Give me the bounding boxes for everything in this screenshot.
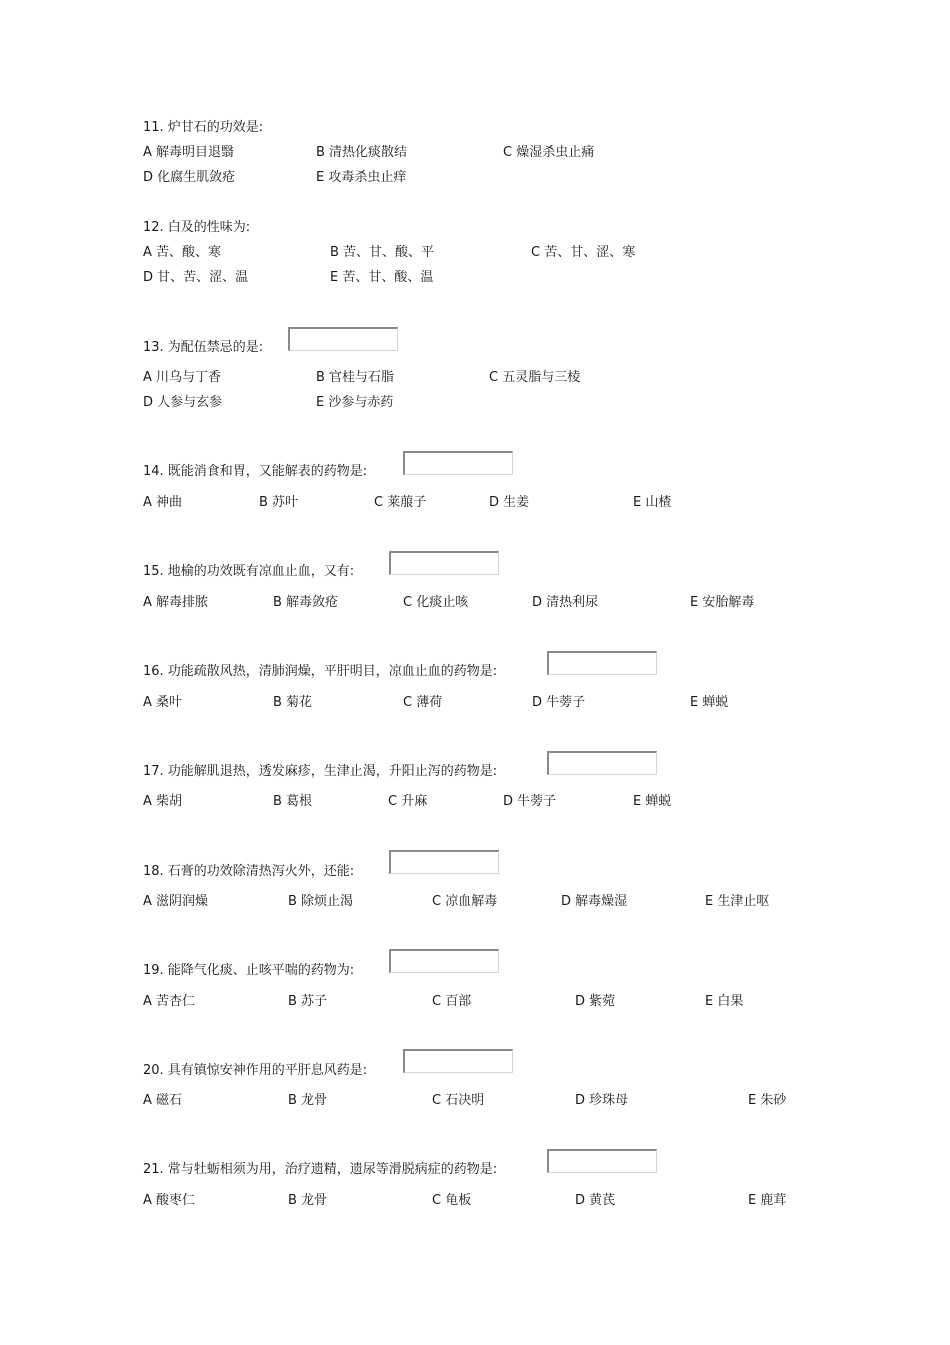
question-16-option-b: B 菊花	[273, 695, 313, 710]
question-11-option-c: C 燥湿杀虫止痛	[503, 145, 595, 160]
question-19-option-c: C 百部	[432, 994, 472, 1009]
question-18-prompt: 18. 石膏的功效除清热泻火外，还能:	[143, 864, 355, 879]
question-15-answer-box[interactable]	[389, 551, 499, 575]
question-13-option-d: D 人参与玄参	[143, 395, 223, 410]
question-12-option-a: A 苦、酸、寒	[143, 245, 222, 260]
question-14-option-d: D 生姜	[489, 495, 530, 510]
question-13-option-e: E 沙参与赤药	[316, 395, 394, 410]
question-19-option-e: E 白果	[705, 994, 744, 1009]
question-17-option-c: C 升麻	[388, 794, 428, 809]
question-14-option-c: C 莱菔子	[374, 495, 427, 510]
question-17-answer-box[interactable]	[547, 751, 657, 775]
question-16-answer-box[interactable]	[547, 651, 657, 675]
question-19-option-a: A 苦杏仁	[143, 994, 196, 1009]
question-13-prompt: 13. 为配伍禁忌的是:	[143, 340, 264, 355]
question-15-option-d: D 清热利尿	[532, 595, 599, 610]
question-21-option-a: A 酸枣仁	[143, 1193, 196, 1208]
question-21-option-e: E 鹿茸	[748, 1193, 787, 1208]
question-18-option-c: C 凉血解毒	[432, 894, 498, 909]
question-17-option-a: A 柴胡	[143, 794, 183, 809]
question-15-option-e: E 安胎解毒	[690, 595, 755, 610]
question-18-option-e: E 生津止呕	[705, 894, 770, 909]
question-13-option-a: A 川乌与丁香	[143, 370, 222, 385]
question-11-prompt: 11. 炉甘石的功效是:	[143, 120, 264, 135]
question-19-prompt: 19. 能降气化痰、止咳平喘的药物为:	[143, 963, 355, 978]
question-11-option-a: A 解毒明目退翳	[143, 145, 235, 160]
question-15-option-c: C 化痰止咳	[403, 595, 469, 610]
question-14-prompt: 14. 既能消食和胃，又能解表的药物是:	[143, 464, 368, 479]
question-19-option-b: B 苏子	[288, 994, 328, 1009]
question-21-prompt: 21. 常与牡蛎相须为用，治疗遗精，遗尿等滑脱病症的药物是:	[143, 1162, 498, 1177]
question-20-option-e: E 朱砂	[748, 1093, 787, 1108]
question-13-answer-box[interactable]	[288, 327, 398, 351]
question-21-option-d: D 黄芪	[575, 1193, 616, 1208]
question-13-option-c: C 五灵脂与三棱	[489, 370, 581, 385]
question-14-option-a: A 神曲	[143, 495, 183, 510]
question-12-option-e: E 苦、甘、酸、温	[330, 270, 434, 285]
question-18-option-d: D 解毒燥湿	[561, 894, 628, 909]
question-21-option-b: B 龙骨	[288, 1193, 328, 1208]
question-12-option-d: D 甘、苦、涩、温	[143, 270, 249, 285]
question-11-option-b: B 清热化痰散结	[316, 145, 408, 160]
question-18-answer-box[interactable]	[389, 850, 499, 874]
question-19-answer-box[interactable]	[389, 949, 499, 973]
question-16-option-e: E 蝉蜕	[690, 695, 729, 710]
question-16-option-c: C 薄荷	[403, 695, 443, 710]
question-18-option-a: A 滋阴润燥	[143, 894, 209, 909]
question-20-option-c: C 石决明	[432, 1093, 485, 1108]
question-17-option-b: B 葛根	[273, 794, 313, 809]
question-13-option-b: B 官桂与石脂	[316, 370, 395, 385]
question-19-option-d: D 紫菀	[575, 994, 616, 1009]
question-11-option-d: D 化腐生肌敛疮	[143, 170, 236, 185]
question-20-option-d: D 珍珠母	[575, 1093, 629, 1108]
question-12-prompt: 12. 白及的性味为:	[143, 220, 251, 235]
question-21-option-c: C 龟板	[432, 1193, 472, 1208]
question-15-option-a: A 解毒排脓	[143, 595, 209, 610]
question-20-option-b: B 龙骨	[288, 1093, 328, 1108]
question-16-prompt: 16. 功能疏散风热，清肺润燥，平肝明目，凉血止血的药物是:	[143, 664, 498, 679]
question-16-option-a: A 桑叶	[143, 695, 183, 710]
question-17-prompt: 17. 功能解肌退热，透发麻疹，生津止渴，升阳止泻的药物是:	[143, 764, 498, 779]
question-12-option-b: B 苦、甘、酸、平	[330, 245, 435, 260]
question-21-answer-box[interactable]	[547, 1149, 657, 1173]
question-18-option-b: B 除烦止渴	[288, 894, 354, 909]
question-14-option-b: B 苏叶	[259, 495, 299, 510]
question-20-prompt: 20. 具有镇惊安神作用的平肝息风药是:	[143, 1063, 368, 1078]
question-14-answer-box[interactable]	[403, 451, 513, 475]
question-17-option-d: D 牛蒡子	[503, 794, 557, 809]
question-16-option-d: D 牛蒡子	[532, 695, 586, 710]
question-20-option-a: A 磁石	[143, 1093, 183, 1108]
question-11-option-e: E 攻毒杀虫止痒	[316, 170, 407, 185]
question-15-prompt: 15. 地榆的功效既有凉血止血，又有:	[143, 564, 355, 579]
question-15-option-b: B 解毒敛疮	[273, 595, 339, 610]
question-12-option-c: C 苦、甘、涩、寒	[531, 245, 636, 260]
question-20-answer-box[interactable]	[403, 1049, 513, 1073]
question-14-option-e: E 山楂	[633, 495, 672, 510]
question-17-option-e: E 蝉蜕	[633, 794, 672, 809]
